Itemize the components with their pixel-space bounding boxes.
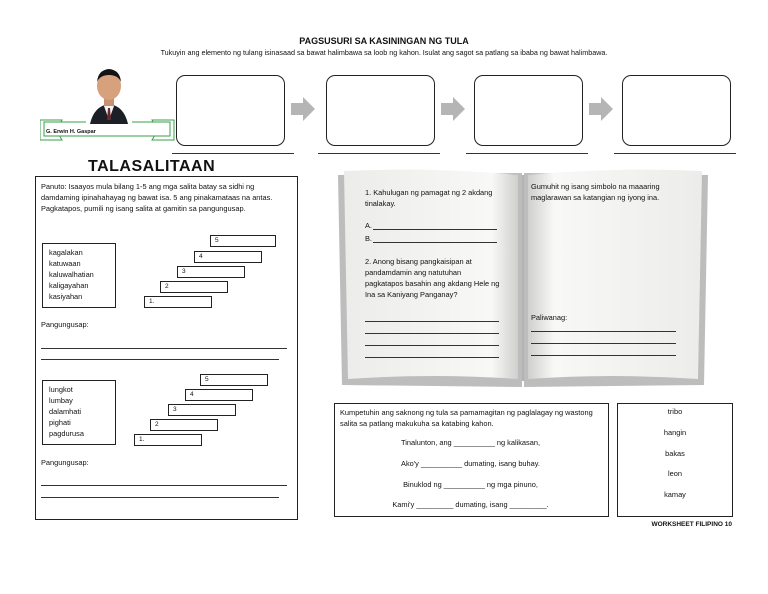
answer-line-2[interactable]	[318, 153, 440, 154]
book-answer-line[interactable]	[365, 333, 499, 334]
paliwanag-label: Paliwanag:	[531, 313, 568, 322]
answer-line-3[interactable]	[466, 153, 588, 154]
list-item: lumbay	[49, 396, 73, 405]
flow-box-1[interactable]	[176, 75, 285, 146]
list-item: kasiyahan	[49, 292, 83, 301]
arrow-right-icon	[291, 97, 315, 121]
list-item: dalamhati	[49, 407, 82, 416]
sentence-label-2: Pangungusap:	[41, 458, 89, 467]
stanza-line-2: Ako'y __________ dumating, isang buhay.	[401, 459, 540, 468]
list-item: pagdurusa	[49, 429, 84, 438]
author-photo	[86, 64, 132, 124]
paliwanag-line[interactable]	[531, 355, 676, 356]
author-name: G. Erwin H. Gaspar	[46, 129, 96, 135]
list-item: lungkot	[49, 385, 73, 394]
step-3[interactable]: 3	[177, 266, 245, 278]
flow-box-4[interactable]	[622, 75, 731, 146]
step-1[interactable]: 1.	[134, 434, 202, 446]
sentence-label-1: Pangungusap:	[41, 320, 89, 329]
list-item: kaligayahan	[49, 281, 89, 290]
answer-a-label: A.	[365, 221, 372, 230]
answer-b-line[interactable]	[373, 242, 497, 243]
word-list-2	[42, 380, 116, 445]
step-2[interactable]: 2	[150, 419, 218, 431]
book-answer-line[interactable]	[365, 345, 499, 346]
step-5[interactable]: 5	[210, 235, 276, 247]
word-bank-item: leon	[668, 469, 682, 478]
word-list-1	[42, 243, 116, 308]
flow-box-2[interactable]	[326, 75, 435, 146]
sentence-line[interactable]	[41, 348, 287, 349]
step-5[interactable]: 5	[200, 374, 268, 386]
arrow-right-icon	[441, 97, 465, 121]
list-item: kagalakan	[49, 248, 83, 257]
word-bank-item: tribo	[667, 407, 683, 416]
answer-b-label: B.	[365, 234, 372, 243]
book-question-1: 1. Kahulugan ng pamagat ng 2 akdang tinalakay.	[365, 188, 493, 208]
stanza-line-1: Tinalunton, ang __________ ng kalikasan,	[400, 438, 541, 447]
worksheet-title: PAGSUSURI SA KASININGAN NG TULA	[299, 36, 469, 46]
arrow-right-icon	[589, 97, 613, 121]
draw-symbol-prompt: Gumuhit ng isang simbolo na maaaring maglarawan sa katangian ng iyong ina.	[531, 182, 660, 202]
sentence-line[interactable]	[41, 497, 279, 498]
answer-line-4[interactable]	[614, 153, 736, 154]
vocab-heading: TALASALITAAN	[88, 158, 216, 175]
book-answer-line[interactable]	[365, 321, 499, 322]
word-bank-item: bakas	[665, 449, 685, 458]
book-answer-line[interactable]	[365, 357, 499, 358]
step-4[interactable]: 4	[194, 251, 262, 263]
answer-line-1[interactable]	[172, 153, 294, 154]
paliwanag-line[interactable]	[531, 343, 676, 344]
stanza-line-3: Binuklod ng __________ ng mga pinuno,	[403, 480, 538, 489]
list-item: pighati	[49, 418, 71, 427]
paliwanag-line[interactable]	[531, 331, 676, 332]
stanza-line-4: Kami'y _________ dumating, isang _________.	[392, 500, 549, 509]
answer-a-line[interactable]	[373, 229, 497, 230]
step-1[interactable]: 1.	[144, 296, 212, 308]
list-item: kaluwalhatian	[49, 270, 94, 279]
sentence-line[interactable]	[41, 485, 287, 486]
step-3[interactable]: 3	[168, 404, 236, 416]
book-question-2: 2. Anong bisang pangkaisipan at pandamdamin ang natutuhan pagkatapos basahin ang akdang Hele ng Ina sa Kaniyang Panganay?	[365, 257, 500, 299]
word-bank-item: hangin	[663, 428, 687, 437]
sentence-line[interactable]	[41, 359, 279, 360]
worksheet-subtitle: Tukuyin ang elemento ng tulang isinasaad sa bawat halimbawa sa loob ng kahon. Isulat ang sagot sa patlang sa ibaba ng bawat halimbawa.	[160, 48, 608, 57]
step-4[interactable]: 4	[185, 389, 253, 401]
word-bank-item: kamay	[664, 490, 686, 499]
footer-label: WORKSHEET FILIPINO 10	[651, 521, 732, 528]
flow-box-3[interactable]	[474, 75, 583, 146]
vocab-instructions: Panuto: Isaayos mula bilang 1-5 ang mga salita batay sa sidhi ng damdaming ipinahahayag ng bawat isa. 5 ang pinakamataas na antas. Pagkatapos, pumili ng isang salita at gamitin sa pangungusap.	[41, 182, 273, 213]
complete-instructions: Kumpetuhin ang saknong ng tula sa pamamagitan ng paglalagay ng wastong salita sa patlang makukuha sa katabing kahon.	[340, 408, 593, 428]
step-2[interactable]: 2	[160, 281, 228, 293]
list-item: katuwaan	[49, 259, 81, 268]
